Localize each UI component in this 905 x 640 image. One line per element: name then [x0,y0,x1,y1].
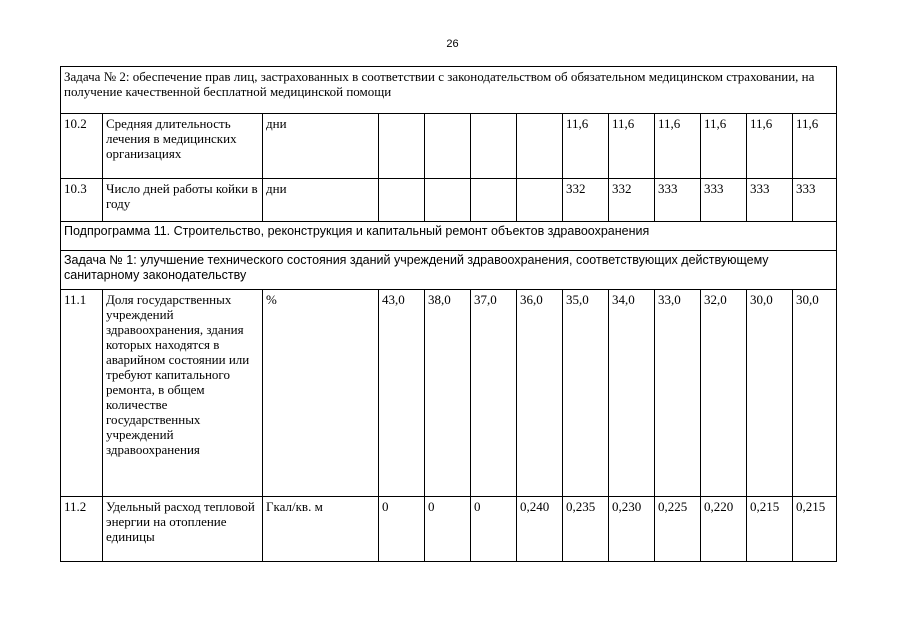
table-row-10-2 [61,114,837,179]
value-cell: 0,230 [609,497,655,562]
section-row-podprogramma-11 [61,222,837,251]
value-cell [379,114,425,179]
value-cell: 332 [563,179,609,222]
value-cell: 36,0 [517,290,563,497]
section-zadacha-1: Задача № 1: улучшение технического состояния зданий учреждений здравоохранения, соответствующих действующему санитарному законодательству [61,251,837,290]
value-cell: 11,6 [563,114,609,179]
unit-cell: % [263,290,379,497]
value-cell [517,179,563,222]
value-cell: 37,0 [471,290,517,497]
section-row-zadacha-2 [61,67,837,114]
value-cell: 0,215 [793,497,837,562]
table-row-11-2 [61,497,837,562]
unit-cell: дни [263,179,379,222]
page-number: 26 [446,38,459,50]
value-cell [517,114,563,179]
value-cell: 11,6 [655,114,701,179]
indicator-name: Число дней работы койки в году [103,179,263,222]
unit-cell: дни [263,114,379,179]
value-cell: 0,220 [701,497,747,562]
value-cell: 11,6 [609,114,655,179]
value-cell: 333 [701,179,747,222]
row-number: 10.3 [61,179,103,222]
row-number: 11.2 [61,497,103,562]
value-cell: 33,0 [655,290,701,497]
value-cell: 333 [655,179,701,222]
value-cell: 38,0 [425,290,471,497]
row-number: 10.2 [61,114,103,179]
section-row-zadacha-1 [61,251,837,290]
table-row-10-3 [61,179,837,222]
value-cell: 0,235 [563,497,609,562]
value-cell: 11,6 [747,114,793,179]
unit-cell: Гкал/кв. м [263,497,379,562]
value-cell: 35,0 [563,290,609,497]
value-cell: 0,225 [655,497,701,562]
value-cell [425,114,471,179]
value-cell: 0,240 [517,497,563,562]
value-cell [379,179,425,222]
value-cell: 0,215 [747,497,793,562]
section-zadacha-2: Задача № 2: обеспечение прав лиц, застрахованных в соответствии с законодательством об обязательном медицинском страховании, на получение качественной бесплатной медицинской помощи [61,67,837,114]
value-cell [471,179,517,222]
value-cell: 30,0 [747,290,793,497]
indicator-name: Средняя длительность лечения в медицинских организациях [103,114,263,179]
value-cell: 11,6 [793,114,837,179]
value-cell: 0 [379,497,425,562]
value-cell: 32,0 [701,290,747,497]
value-cell: 333 [793,179,837,222]
value-cell [471,114,517,179]
indicator-name: Удельный расход тепловой энергии на отопление единицы [103,497,263,562]
value-cell: 11,6 [701,114,747,179]
value-cell [425,179,471,222]
section-podprogramma-11: Подпрограмма 11. Строительство, реконструкция и капитальный ремонт объектов здравоохранения [61,222,837,251]
value-cell: 332 [609,179,655,222]
value-cell: 333 [747,179,793,222]
value-cell: 0 [471,497,517,562]
indicator-name: Доля государственных учреждений здравоохранения, здания которых находятся в аварийном состоянии или требуют капитального ремонта, в общем количестве государственных учреждений здравоохранения [103,290,263,497]
value-cell: 43,0 [379,290,425,497]
value-cell: 0 [425,497,471,562]
indicators-table [60,66,837,562]
value-cell: 30,0 [793,290,837,497]
row-number: 11.1 [61,290,103,497]
table-row-11-1 [61,290,837,497]
value-cell: 34,0 [609,290,655,497]
